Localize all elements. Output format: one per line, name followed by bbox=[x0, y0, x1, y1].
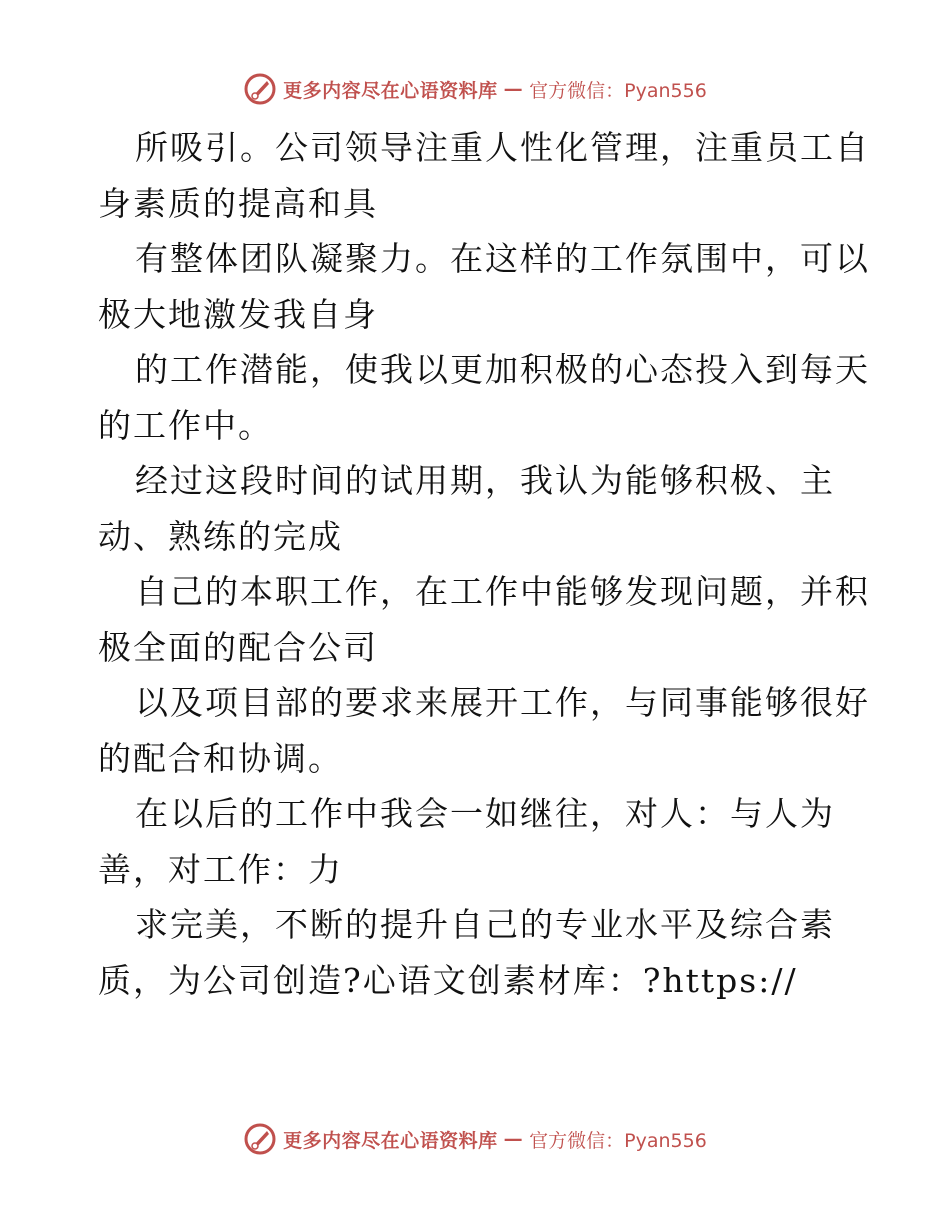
body-line: 的工作中。 bbox=[98, 405, 273, 445]
body-line: 自己的本职工作，在工作中能够发现问题，并积 bbox=[135, 572, 870, 611]
footer-dash: — bbox=[503, 1128, 524, 1150]
body-line: 的配合和协调。 bbox=[98, 738, 343, 778]
footer-wechat-text: 官方微信：Pyan556 bbox=[529, 1129, 707, 1152]
header-dash: — bbox=[503, 78, 524, 100]
logo-icon bbox=[243, 1122, 277, 1156]
logo-icon bbox=[243, 72, 277, 106]
body-line: 以及项目部的要求来展开工作，与同事能够很好 bbox=[135, 683, 870, 722]
body-line: 求完美，不断的提升自己的专业水平及综合素 bbox=[135, 905, 835, 944]
body-line: 的工作潜能，使我以更加积极的心态投入到每天 bbox=[135, 350, 870, 389]
body-line: 极全面的配合公司 bbox=[98, 627, 378, 667]
body-line: 善，对工作：力 bbox=[98, 849, 343, 889]
body-line: 在以后的工作中我会一如继往，对人：与人为 bbox=[135, 794, 835, 833]
body-line: 所吸引。公司领导注重人性化管理，注重员工自 bbox=[135, 128, 870, 167]
footer-banner bbox=[0, 1122, 950, 1156]
body-line: 经过这段时间的试用期，我认为能够积极、主 bbox=[135, 461, 835, 500]
body-line: 身素质的提高和具 bbox=[98, 183, 378, 223]
document-body bbox=[98, 120, 870, 1008]
body-line: 有整体团队凝聚力。在这样的工作氛围中，可以 bbox=[135, 239, 870, 278]
header-wechat-text: 官方微信：Pyan556 bbox=[529, 79, 707, 102]
body-line: 极大地激发我自身 bbox=[98, 294, 378, 334]
footer-site-text: 更多内容尽在心语资料库 bbox=[283, 1129, 498, 1152]
body-line: 质，为公司创造?心语文创素材库：?https:// bbox=[98, 960, 798, 1000]
body-line: 动、熟练的完成 bbox=[98, 516, 343, 556]
header-banner bbox=[0, 72, 950, 106]
header-site-text: 更多内容尽在心语资料库 bbox=[283, 79, 498, 102]
